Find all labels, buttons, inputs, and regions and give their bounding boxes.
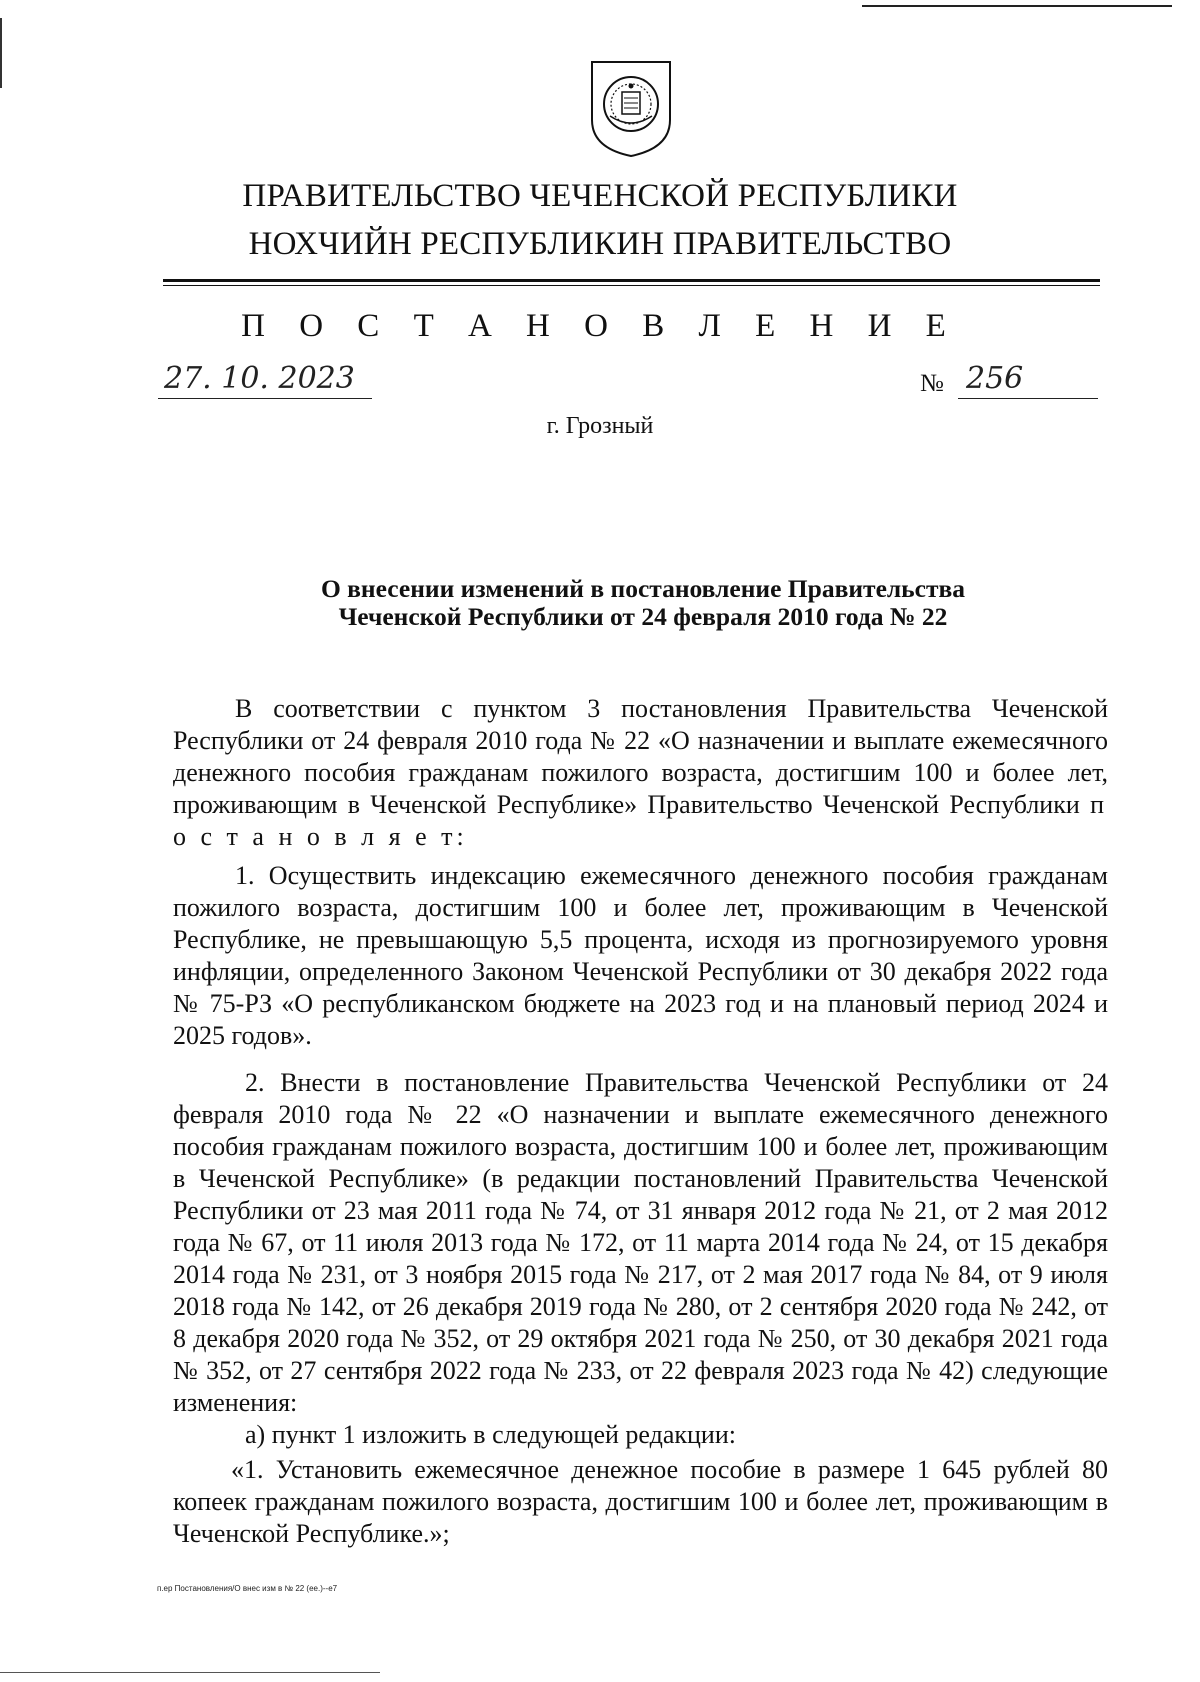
intro-decree-word: п о с т а н о в л я е т: [173, 790, 1109, 851]
scan-artifact-top-line [862, 5, 1172, 7]
scan-artifact-left-mark [0, 18, 2, 88]
intro-text: В соответствии с пунктом 3 постановления Правительства Чеченской Республики от 24 февраля 2010 года № 22 «О назначении и выплате ежемесячного денежного пособия гражданам пожилого возраста, достигшим 100 и более лет, проживающим в Чеченской Республике» Правительство Чеченской Республики [173, 694, 1108, 819]
government-title-chechen: НОХЧИЙН РЕСПУБЛИКИН ПРАВИТЕЛЬСТВО [248, 226, 952, 262]
scan-artifact-bottom-line [0, 1672, 380, 1673]
city-name: г. Грозный [546, 413, 654, 439]
paragraph-item-2b [173, 1454, 1108, 1550]
date-field [158, 362, 372, 399]
coat-of-arms-emblem [588, 58, 674, 158]
header-divider-thick [163, 279, 1100, 282]
document-type-title: П О С Т А Н О В Л Е Н И Е [241, 308, 959, 344]
paragraph-item-1 [173, 860, 1108, 1052]
subject-line-2: Чеченской Республики от 24 февраля 2010 года № 22 [338, 602, 948, 631]
paragraph-intro [173, 693, 1108, 853]
footer-file-note: п.ер Постановления/О внес изм в № 22 (ее.)--е7 [157, 1584, 338, 1593]
number-label: № [920, 370, 944, 397]
item-2a-text: а) пункт 1 изложить в следующей редакции: [245, 1420, 736, 1449]
item-2-text: 2. Внести в постановление Правительства Чеченской Республики от 24 февраля 2010 года № 22 «О назначении и выплате ежемесячного денежного пособия гражданам пожилого возраста, достигшим 100 и более лет, проживающим в Чеченской Республике» (в редакции постановлений Правительства Чеченской Республики от 23 мая 2011 года № 74, от 31 января 2012 года № 21, от 2 мая 2012 года № 67, от 11 июля 2013 года № 172, от 11 марта 2014 года № 24, от 15 декабря 2014 года № 231, от 3 ноября 2015 года № 217, от 2 мая 2017 года № 84, от 9 июля 2018 года № 142, от 26 декабря 2019 года № 280, от 2 сентября 2020 года № 242, от 8 декабря 2020 года № 352, от 29 октября 2021 года № 250, от 30 декабря 2021 года № 352, от 27 сентября 2022 года № 233, от 22 февраля 2023 года № 42) следующие изменения: [173, 1068, 1108, 1417]
number-handwritten: 256 [966, 361, 1024, 396]
subject-line-1: О внесении изменений в постановление Правительства [320, 574, 966, 603]
item-2b-text: «1. Установить ежемесячное денежное пособие в размере 1 645 рублей 80 копеек гражданам пожилого возраста, достигшим 100 и более лет, проживающим в Чеченской Республике.»; [173, 1455, 1108, 1548]
paragraph-item-2a [173, 1419, 1108, 1451]
document-subject [263, 575, 1023, 631]
item-1-text: 1. Осуществить индексацию ежемесячного денежного пособия гражданам пожилого возраста, достигшим 100 и более лет, проживающим в Чеченской Республике, не превышающую 5,5 процента, исходя из прогнозируемого уровня инфляции, определенного Законом Чеченской Республики от 30 декабря 2022 года № 75-РЗ «О республиканском бюджете на 2023 год и на плановый период 2024 и 2025 годов». [173, 861, 1108, 1050]
number-field [958, 362, 1098, 399]
header-divider-thin [163, 285, 1100, 286]
government-title-russian: ПРАВИТЕЛЬСТВО ЧЕЧЕНСКОЙ РЕСПУБЛИКИ [242, 178, 958, 214]
paragraph-item-2 [173, 1067, 1108, 1419]
date-handwritten: 27. 10. 2023 [164, 361, 355, 396]
